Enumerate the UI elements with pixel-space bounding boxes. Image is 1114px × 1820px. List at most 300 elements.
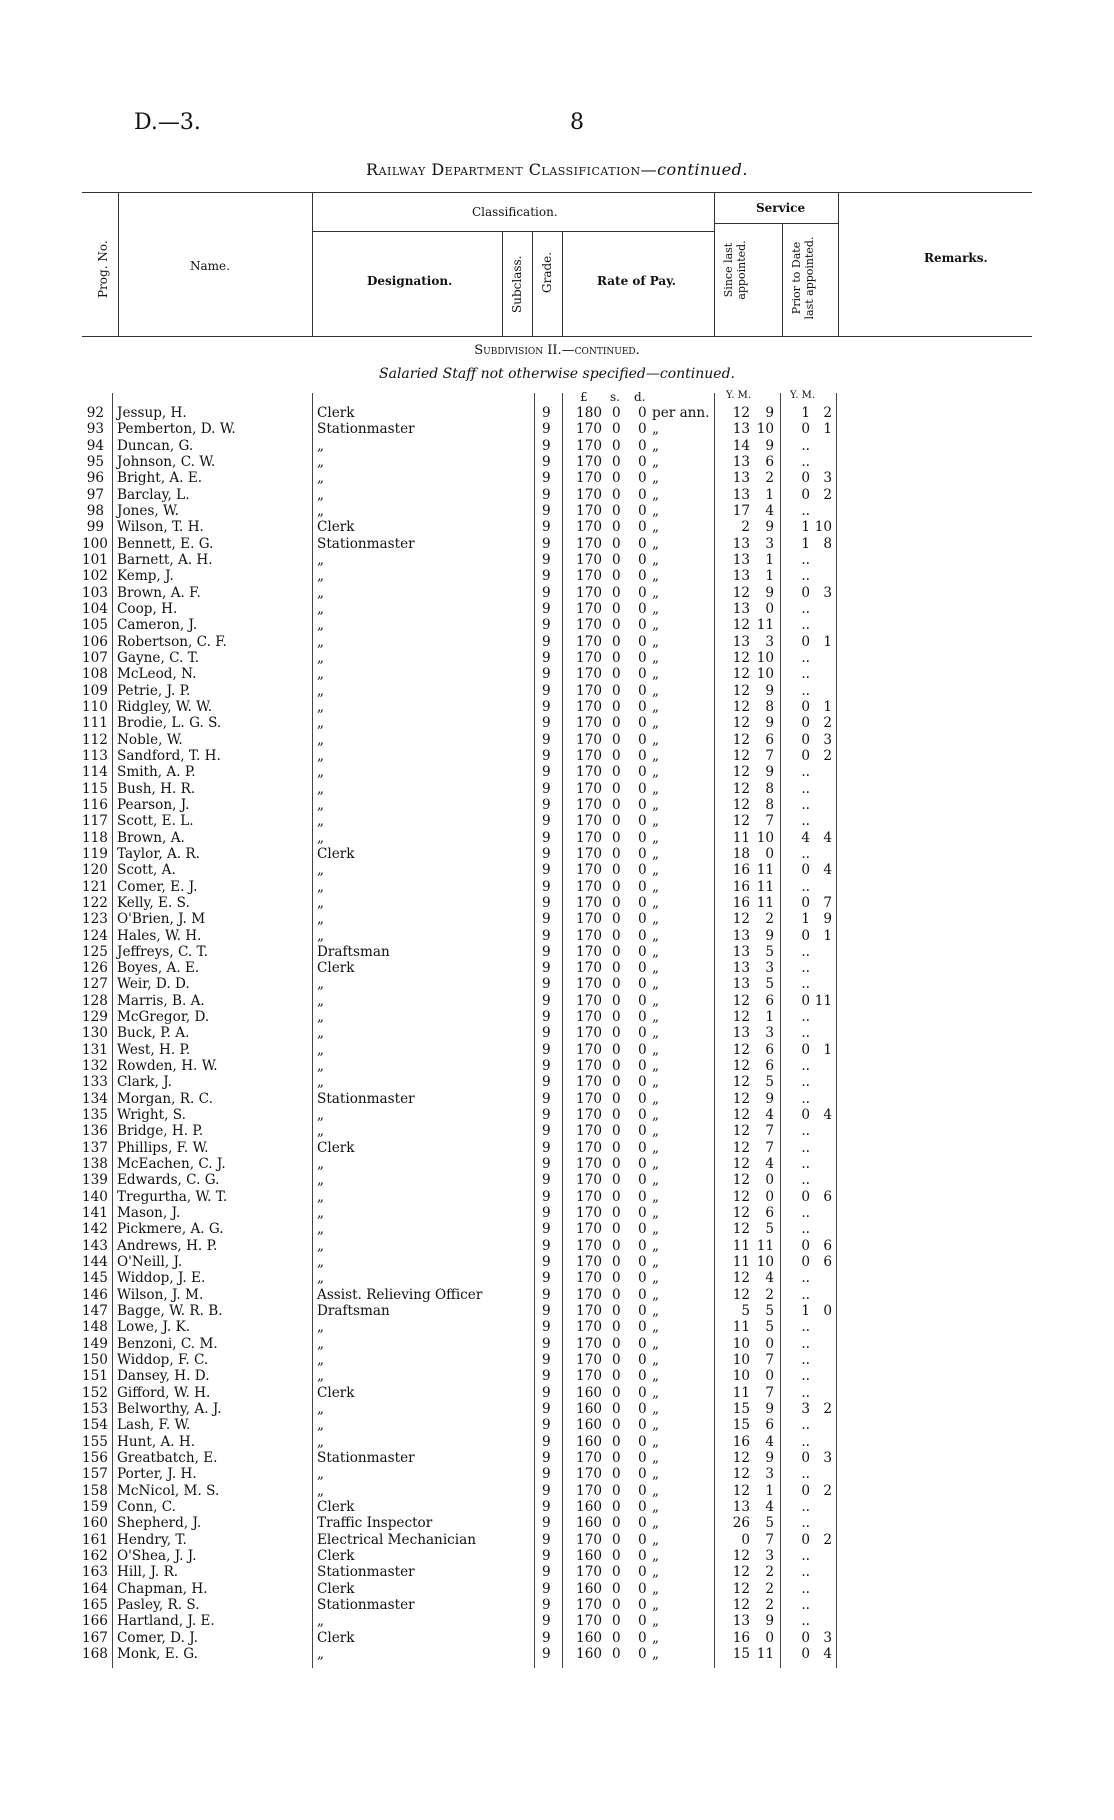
cell-prior-years: 1 [801, 1303, 810, 1320]
cell-name: O'Neill, J. [117, 1254, 183, 1271]
table-row [82, 732, 862, 748]
cell-shillings: 0 [612, 1107, 621, 1124]
cell-pounds: 170 [576, 992, 602, 1009]
cell-prior-months: 4 [823, 829, 832, 846]
cell-pounds: 170 [576, 1352, 602, 1369]
cell-grade: 9 [542, 1466, 551, 1483]
cell-since-months: 3 [765, 1025, 774, 1042]
cell-pence: 0 [638, 829, 647, 846]
cell-shillings: 0 [612, 1645, 621, 1662]
cell-designation: „ [317, 1335, 325, 1352]
cell-name: Brown, A. [117, 829, 185, 846]
cell-period: „ [652, 1172, 660, 1189]
table-row [82, 944, 862, 960]
cell-name: Rowden, H. W. [117, 1058, 218, 1075]
cell-since-years: 12 [732, 992, 750, 1009]
header-grade: Grade. [540, 251, 554, 293]
cell-period: „ [652, 1401, 660, 1418]
cell-since-months: 0 [765, 1188, 774, 1205]
cell-pounds: 170 [576, 911, 602, 928]
cell-prog-no: 136 [82, 1123, 108, 1140]
cell-since-months: 11 [756, 1645, 774, 1662]
cell-name: Belworthy, A. J. [117, 1401, 222, 1418]
cell-since-months: 2 [765, 911, 774, 928]
cell-period: „ [652, 1368, 660, 1385]
cell-prior-years: .. [801, 1596, 810, 1613]
cell-prior-months: 1 [823, 927, 832, 944]
cell-name: O'Brien, J. M [117, 911, 206, 928]
cell-prior-years: .. [801, 453, 810, 470]
cell-prog-no: 99 [86, 519, 104, 536]
cell-pence: 0 [638, 1221, 647, 1238]
cell-prog-no: 121 [82, 878, 108, 895]
cell-pounds: 170 [576, 845, 602, 862]
cell-since-months: 0 [765, 1172, 774, 1189]
cell-prog-no: 141 [82, 1205, 108, 1222]
cell-prior-years: .. [801, 617, 810, 634]
cell-period: „ [652, 976, 660, 993]
cell-grade: 9 [542, 535, 551, 552]
cell-since-months: 7 [765, 813, 774, 830]
cell-prog-no: 165 [82, 1596, 108, 1613]
cell-pounds: 170 [576, 1303, 602, 1320]
cell-designation: „ [317, 1041, 325, 1058]
cell-prior-years: 1 [801, 911, 810, 928]
cell-shillings: 0 [612, 878, 621, 895]
cell-since-months: 7 [765, 1139, 774, 1156]
cell-since-months: 1 [765, 1482, 774, 1499]
cell-prog-no: 168 [82, 1645, 108, 1662]
cell-prior-months: 10 [814, 519, 832, 536]
cell-prior-years: 0 [801, 698, 810, 715]
cell-period: „ [652, 1433, 660, 1450]
cell-prior-years: .. [801, 1090, 810, 1107]
cell-period: „ [652, 943, 660, 960]
cell-pounds: 170 [576, 1254, 602, 1271]
cell-name: Edwards, C. G. [117, 1172, 220, 1189]
cell-pounds: 170 [576, 927, 602, 944]
cell-prog-no: 109 [82, 682, 108, 699]
cell-shillings: 0 [612, 584, 621, 601]
cell-pounds: 170 [576, 1156, 602, 1173]
cell-since-months: 4 [765, 1107, 774, 1124]
cell-period: „ [652, 1009, 660, 1026]
cell-shillings: 0 [612, 453, 621, 470]
cell-name: Andrews, H. P. [117, 1237, 218, 1254]
cell-shillings: 0 [612, 617, 621, 634]
cell-since-years: 12 [732, 649, 750, 666]
cell-pence: 0 [638, 1058, 647, 1075]
table-row [82, 585, 862, 601]
cell-pence: 0 [638, 911, 647, 928]
cell-pounds: 170 [576, 1482, 602, 1499]
cell-prior-years: .. [801, 813, 810, 830]
cell-since-months: 2 [765, 1286, 774, 1303]
cell-grade: 9 [542, 682, 551, 699]
cell-since-months: 0 [765, 1629, 774, 1646]
cell-since-years: 13 [732, 486, 750, 503]
table-row [82, 421, 862, 437]
cell-pounds: 170 [576, 1009, 602, 1026]
cell-since-years: 12 [732, 1058, 750, 1075]
cell-shillings: 0 [612, 1156, 621, 1173]
cell-period: „ [652, 960, 660, 977]
cell-since-months: 5 [765, 943, 774, 960]
cell-since-months: 9 [765, 1450, 774, 1466]
cell-since-years: 16 [732, 878, 750, 895]
table-row [82, 764, 862, 780]
cell-designation: „ [317, 633, 325, 650]
cell-since-months: 9 [765, 1401, 774, 1418]
cell-designation: „ [317, 682, 325, 699]
cell-prog-no: 130 [82, 1025, 108, 1042]
page-ref: D.—3. [134, 110, 201, 135]
cell-period: „ [652, 1123, 660, 1140]
cell-prior-months: 3 [823, 1629, 832, 1646]
cell-grade: 9 [542, 1433, 551, 1450]
cell-prior-years: 0 [801, 421, 810, 438]
cell-name: West, H. P. [117, 1041, 191, 1058]
cell-prog-no: 154 [82, 1417, 108, 1434]
cell-name: Jones, W. [117, 502, 179, 519]
cell-designation: „ [317, 976, 325, 993]
cell-designation: „ [317, 1613, 325, 1630]
cell-pounds: 170 [576, 551, 602, 568]
cell-period: „ [652, 1515, 660, 1532]
cell-pounds: 160 [576, 1580, 602, 1597]
cell-period: „ [652, 633, 660, 650]
cell-prior-years: .. [801, 845, 810, 862]
cell-since-years: 15 [732, 1417, 750, 1434]
cell-period: „ [652, 1580, 660, 1597]
cell-pounds: 170 [576, 453, 602, 470]
cell-name: Mason, J. [117, 1205, 181, 1222]
cell-designation: „ [317, 1482, 325, 1499]
cell-prior-months: 11 [814, 992, 832, 1009]
table-row [82, 1630, 862, 1646]
cell-prior-years: .. [801, 1368, 810, 1385]
cell-name: Sandford, T. H. [117, 747, 221, 764]
cell-since-years: 16 [732, 894, 750, 911]
cell-name: Pickmere, A. G. [117, 1221, 224, 1238]
cell-prior-years: 0 [801, 1482, 810, 1499]
cell-period: „ [652, 813, 660, 830]
cell-designation: Assist. Relieving Officer [317, 1286, 483, 1303]
cell-pounds: 170 [576, 1172, 602, 1189]
cell-designation: „ [317, 894, 325, 911]
cell-designation: „ [317, 666, 325, 683]
cell-prior-months: 4 [823, 1107, 832, 1124]
cell-pounds: 170 [576, 600, 602, 617]
cell-pounds: 170 [576, 682, 602, 699]
table-row [82, 568, 862, 584]
cell-period: „ [652, 437, 660, 454]
cell-pence: 0 [638, 1074, 647, 1091]
cell-pence: 0 [638, 551, 647, 568]
cell-name: Dansey, H. D. [117, 1368, 210, 1385]
cell-prior-years: .. [801, 1433, 810, 1450]
cell-since-years: 12 [732, 1547, 750, 1564]
cell-designation: „ [317, 780, 325, 797]
cell-name: Phillips, F. W. [117, 1139, 209, 1156]
cell-grade: 9 [542, 1025, 551, 1042]
cell-shillings: 0 [612, 437, 621, 454]
cell-since-years: 12 [732, 1270, 750, 1287]
cell-period: „ [652, 1074, 660, 1091]
cell-pounds: 170 [576, 960, 602, 977]
cell-prior-years: .. [801, 1156, 810, 1173]
table-row [82, 960, 862, 976]
table-row [82, 1483, 862, 1499]
cell-prior-months: 8 [823, 535, 832, 552]
cell-pounds: 170 [576, 943, 602, 960]
cell-since-years: 5 [741, 1303, 750, 1320]
cell-grade: 9 [542, 1188, 551, 1205]
cell-designation: „ [317, 1188, 325, 1205]
cell-since-years: 12 [732, 796, 750, 813]
cell-pence: 0 [638, 894, 647, 911]
cell-since-months: 3 [765, 960, 774, 977]
cell-since-years: 10 [732, 1368, 750, 1385]
cell-shillings: 0 [612, 1482, 621, 1499]
cell-prog-no: 115 [82, 780, 108, 797]
cell-since-months: 8 [765, 796, 774, 813]
cell-shillings: 0 [612, 1368, 621, 1385]
cell-prior-years: .. [801, 878, 810, 895]
cell-since-years: 13 [732, 1613, 750, 1630]
cell-grade: 9 [542, 829, 551, 846]
cell-grade: 9 [542, 1270, 551, 1287]
cell-since-years: 11 [732, 829, 750, 846]
cell-designation: „ [317, 1270, 325, 1287]
staff-table [82, 405, 862, 1662]
cell-shillings: 0 [612, 1564, 621, 1581]
table-row [82, 438, 862, 454]
cell-since-months: 4 [765, 1498, 774, 1515]
cell-designation: Clerk [317, 845, 355, 862]
cell-prior-years: 0 [801, 1254, 810, 1271]
cell-pence: 0 [638, 1156, 647, 1173]
cell-grade: 9 [542, 1515, 551, 1532]
cell-grade: 9 [542, 568, 551, 585]
cell-designation: Draftsman [317, 943, 390, 960]
table-row [82, 1189, 862, 1205]
cell-prog-no: 95 [86, 453, 104, 470]
cell-prog-no: 111 [82, 715, 108, 732]
cell-prog-no: 92 [86, 405, 104, 421]
cell-designation: „ [317, 747, 325, 764]
cell-since-years: 12 [732, 1596, 750, 1613]
cell-since-months: 11 [756, 1237, 774, 1254]
cell-since-months: 6 [765, 731, 774, 748]
cell-since-months: 9 [765, 715, 774, 732]
cell-period: „ [652, 519, 660, 536]
cell-shillings: 0 [612, 649, 621, 666]
cell-pounds: 170 [576, 1613, 602, 1630]
cell-designation: „ [317, 1107, 325, 1124]
table-row [82, 1058, 862, 1074]
cell-prog-no: 119 [82, 845, 108, 862]
cell-name: Conn, C. [117, 1498, 176, 1515]
cell-grade: 9 [542, 1221, 551, 1238]
cell-name: Bridge, H. P. [117, 1123, 204, 1140]
table-row [82, 830, 862, 846]
cell-pounds: 170 [576, 649, 602, 666]
cell-name: Bagge, W. R. B. [117, 1303, 223, 1320]
cell-prior-months: 2 [823, 405, 832, 421]
cell-pounds: 170 [576, 1335, 602, 1352]
cell-since-years: 12 [732, 911, 750, 928]
cell-pence: 0 [638, 1090, 647, 1107]
cell-grade: 9 [542, 1237, 551, 1254]
cell-shillings: 0 [612, 666, 621, 683]
cell-pence: 0 [638, 1629, 647, 1646]
cell-prior-years: .. [801, 600, 810, 617]
table-row [82, 797, 862, 813]
cell-name: Gifford, W. H. [117, 1384, 211, 1401]
cell-prog-no: 131 [82, 1041, 108, 1058]
cell-prog-no: 93 [86, 421, 104, 438]
cell-pounds: 170 [576, 862, 602, 879]
table-row [82, 1450, 862, 1466]
cell-shillings: 0 [612, 976, 621, 993]
table-row [82, 1042, 862, 1058]
cell-period: „ [652, 421, 660, 438]
cell-period: „ [652, 1221, 660, 1238]
cell-name: Noble, W. [117, 731, 183, 748]
cell-grade: 9 [542, 519, 551, 536]
cell-name: Taylor, A. R. [117, 845, 200, 862]
cell-shillings: 0 [612, 1303, 621, 1320]
cell-prior-months: 2 [823, 1531, 832, 1548]
cell-period: „ [652, 1303, 660, 1320]
cell-grade: 9 [542, 1107, 551, 1124]
cell-name: Pasley, R. S. [117, 1596, 200, 1613]
cell-shillings: 0 [612, 927, 621, 944]
cell-prior-years: .. [801, 502, 810, 519]
cell-prog-no: 167 [82, 1629, 108, 1646]
cell-pounds: 170 [576, 421, 602, 438]
cell-grade: 9 [542, 1531, 551, 1548]
cell-prior-years: .. [801, 1352, 810, 1369]
cell-designation: Clerk [317, 1629, 355, 1646]
table-row [82, 519, 862, 535]
cell-prog-no: 166 [82, 1613, 108, 1630]
cell-prior-years: 0 [801, 1629, 810, 1646]
cell-prog-no: 162 [82, 1547, 108, 1564]
cell-prior-years: .. [801, 682, 810, 699]
cell-designation: „ [317, 1156, 325, 1173]
header-name: Name. [190, 259, 230, 273]
cell-since-months: 7 [765, 1384, 774, 1401]
cell-pence: 0 [638, 1270, 647, 1287]
cell-prior-months: 2 [823, 715, 832, 732]
table-row [82, 715, 862, 731]
cell-pence: 0 [638, 666, 647, 683]
table-row [82, 1564, 862, 1580]
cell-designation: „ [317, 1254, 325, 1271]
table-row [82, 634, 862, 650]
table-row [82, 1172, 862, 1188]
table-row [82, 976, 862, 992]
cell-shillings: 0 [612, 862, 621, 879]
table-row [82, 928, 862, 944]
cell-pence: 0 [638, 519, 647, 536]
cell-pence: 0 [638, 780, 647, 797]
table-row [82, 1205, 862, 1221]
cell-grade: 9 [542, 421, 551, 438]
cell-since-months: 6 [765, 453, 774, 470]
cell-pence: 0 [638, 862, 647, 879]
cell-pence: 0 [638, 600, 647, 617]
cell-since-years: 12 [732, 715, 750, 732]
cell-designation: Clerk [317, 1547, 355, 1564]
cell-grade: 9 [542, 1205, 551, 1222]
cell-since-years: 17 [732, 502, 750, 519]
cell-name: Barnett, A. H. [117, 551, 213, 568]
cell-pence: 0 [638, 568, 647, 585]
cell-period: „ [652, 780, 660, 797]
cell-period: „ [652, 1466, 660, 1483]
table-row [82, 470, 862, 486]
cell-since-years: 0 [741, 1531, 750, 1548]
cell-pence: 0 [638, 992, 647, 1009]
table-row [82, 1466, 862, 1482]
cell-prog-no: 139 [82, 1172, 108, 1189]
cell-name: Widdop, J. E. [117, 1270, 206, 1287]
cell-prior-years: 0 [801, 1645, 810, 1662]
cell-since-years: 12 [732, 1286, 750, 1303]
header-since-last: Since last appointed. [722, 240, 748, 300]
cell-prior-years: .. [801, 1205, 810, 1222]
cell-grade: 9 [542, 1384, 551, 1401]
cell-since-months: 3 [765, 1466, 774, 1483]
cell-grade: 9 [542, 486, 551, 503]
cell-shillings: 0 [612, 519, 621, 536]
cell-period: „ [652, 1547, 660, 1564]
cell-name: Petrie, J. P. [117, 682, 191, 699]
cell-shillings: 0 [612, 813, 621, 830]
cell-name: Wilson, J. M. [117, 1286, 204, 1303]
cell-period: „ [652, 1417, 660, 1434]
cell-pence: 0 [638, 1417, 647, 1434]
cell-pence: 0 [638, 1123, 647, 1140]
cell-prior-years: .. [801, 780, 810, 797]
cell-shillings: 0 [612, 1221, 621, 1238]
cell-shillings: 0 [612, 1450, 621, 1466]
cell-pounds: 170 [576, 1107, 602, 1124]
cell-since-months: 0 [765, 600, 774, 617]
cell-name: Chapman, H. [117, 1580, 208, 1597]
cell-period: „ [652, 1319, 660, 1336]
cell-since-years: 12 [732, 731, 750, 748]
cell-prior-years: .. [801, 551, 810, 568]
cell-prior-years: .. [801, 943, 810, 960]
cell-prog-no: 107 [82, 649, 108, 666]
cell-name: Hill, J. R. [117, 1564, 179, 1581]
cell-period: „ [652, 1188, 660, 1205]
cell-since-years: 14 [732, 437, 750, 454]
cell-period: „ [652, 1041, 660, 1058]
cell-since-years: 12 [732, 747, 750, 764]
cell-shillings: 0 [612, 1319, 621, 1336]
cell-since-years: 12 [732, 1580, 750, 1597]
cell-period: „ [652, 600, 660, 617]
cell-pence: 0 [638, 1531, 647, 1548]
cell-prog-no: 97 [86, 486, 104, 503]
cell-pence: 0 [638, 1596, 647, 1613]
cell-pence: 0 [638, 715, 647, 732]
